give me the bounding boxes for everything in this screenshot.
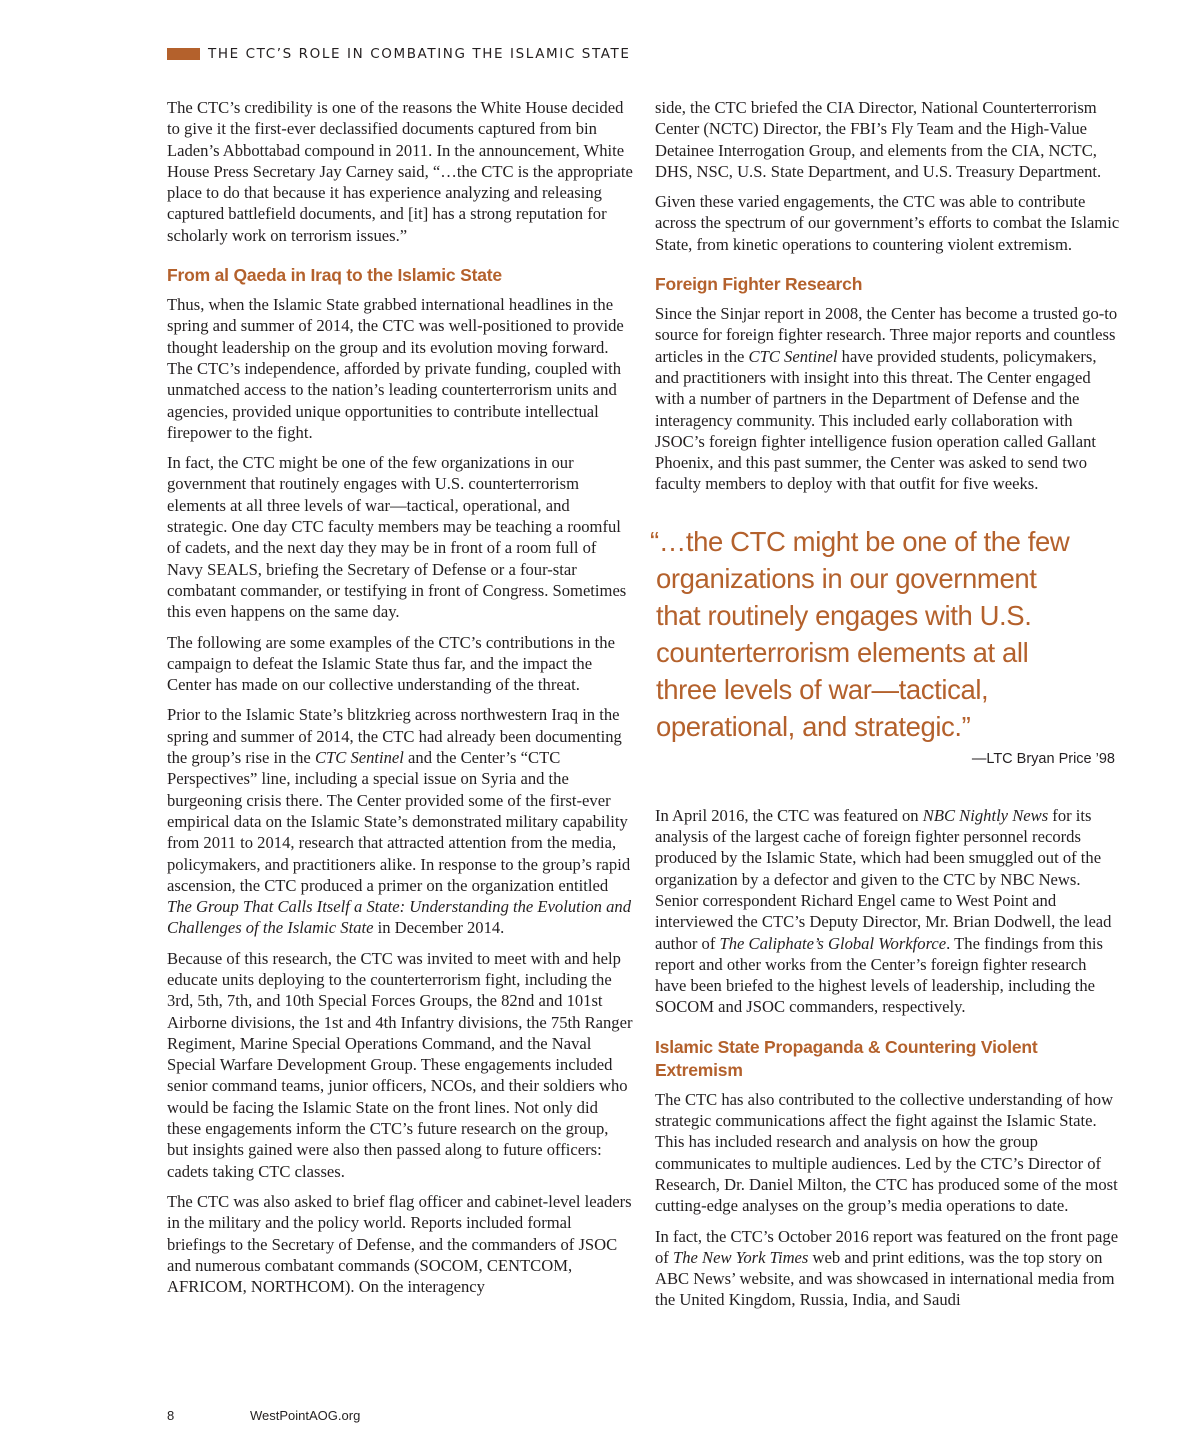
section-heading: Foreign Fighter Research bbox=[655, 274, 863, 295]
paragraph bbox=[655, 303, 1121, 495]
running-header bbox=[167, 46, 631, 62]
paragraph: In fact, the CTC might be one of the few organizations in our government that routinely engages with U.S. counterterrorism elements at all three levels of war—tactical, operational, and strategic. One day CTC faculty members may be teaching a roomful of cadets, and the next day they may be in front of a room full of Navy SEALS, briefing the Secretary of Defense or a four-star combatant commander, or testifying in front of Congress. Sometimes this even happens on the same day. bbox=[167, 453, 627, 622]
paragraph: The CTC has also contributed to the collective understanding of how strategic communications affect the fight against the Islamic State. This has included research and analysis on how the group communicates to multiple audiences. Led by the CTC’s Director of Research, Dr. Daniel Milton, the CTC has produced some of the most cutting-edge analyses on the group’s media operations to date. bbox=[655, 1089, 1118, 1216]
quote-attribution: —LTC Bryan Price ’98 bbox=[971, 750, 1115, 767]
pull-quote-line: operational, and strategic.” bbox=[656, 710, 971, 742]
pull-quote-line: organizations in our government bbox=[656, 562, 1037, 594]
pull-quote-line: that routinely engages with U.S. bbox=[656, 599, 1032, 631]
left-column bbox=[167, 97, 633, 1306]
paragraph bbox=[167, 704, 633, 938]
pull-quote bbox=[650, 523, 1121, 745]
paragraph: Because of this research, the CTC was invited to meet with and help educate units deploying to the counterterrorism fight, including the 3rd, 5th, 7th, and 10th Special Forces Groups, the 82nd and 101st Airborne divisions, the 1st and 4th Infantry divisions, the 75th Ranger Regiment, Marine Special Operations Command, and the Naval Special Warfare Development Group. These engagements included senior command teams, junior officers, NCOs, and their soldiers who would be facing the Islamic State on the front lines. Not only did these engagements inform the CTC’s future research on the group, but insights gained were also then passed along to future officers: cadets taking CTC classes. bbox=[167, 948, 633, 1181]
text-run: and the Center’s “CTC Perspectives” line, including a special issue on Syria and the burgeoning crisis there. The Center provided some of the first-ever empirical data on the Islamic State’s demonstrated military capability from 2011 to 2014, research that attracted attention from the media, policymakers, and practitioners alike. In response to the group’s rapid ascension, the CTC produced a primer on the organization entitled bbox=[167, 748, 631, 895]
pull-quote-line: “…the CTC might be one of the few bbox=[650, 525, 1070, 557]
text-run: Prior to the Islamic State’s blitzkrieg across northwestern Iraq in the spring and summer of 2014, the CTC had already been documenting the group’s rise in the bbox=[167, 705, 622, 768]
footer-website-link[interactable]: WestPointAOG.org bbox=[250, 1408, 361, 1423]
text-run: Since the Sinjar report in 2008, the Center has become a trusted go-to source for foreign fighter research. Three major reports and countless articles in the bbox=[655, 304, 1118, 366]
header-accent-bar bbox=[167, 48, 200, 60]
paragraph: Thus, when the Islamic State grabbed international headlines in the spring and summer of 2014, the CTC was well-positioned to provide thought leadership on the group and its evolution moving forward. The CTC’s independence, afforded by private funding, coupled with unmatched access to the nation’s leading counterterrorism units and agencies, provided unique opportunities to contribute intellectual firepower to the fight. bbox=[167, 295, 624, 442]
page-number: 8 bbox=[167, 1408, 175, 1423]
page-footer bbox=[167, 1408, 361, 1423]
publication-title: NBC Nightly News bbox=[922, 805, 1049, 825]
text-run: . The findings from this report and other works from the Center’s foreign fighter research have been briefed to the highest levels of leadership, including the SOCOM and JSOC commanders, respectively. bbox=[655, 933, 1104, 1017]
paragraph: Given these varied engagements, the CTC was able to contribute across the spectrum of our government’s efforts to combat the Islamic State, from kinetic operations to countering violent extremism. bbox=[655, 192, 1120, 254]
paragraph: The following are some examples of the CTC’s contributions in the campaign to defeat the Islamic State thus far, and the impact the Center has made on our collective understanding of the threat. bbox=[167, 632, 615, 695]
text-run: In fact, the CTC’s October 2016 report was featured on the front page of bbox=[655, 1226, 1119, 1267]
text-run: have provided students, policymakers, and practitioners with insight into this threat. The Center engaged with a number of partners in the Department of Defense and the interagency community. This included early collaboration with JSOC’s foreign fighter intelligence fusion operation called Gallant Phoenix, and this past summer, the Center was asked to send two faculty members to deploy with that outfit for five weeks. bbox=[655, 346, 1097, 494]
running-title: THE CTC’S ROLE IN COMBATING THE ISLAMIC STATE bbox=[208, 46, 631, 62]
text-run: in December 2014. bbox=[373, 918, 505, 938]
publication-title: The New York Times bbox=[672, 1247, 809, 1267]
publication-title: CTC Sentinel bbox=[748, 346, 838, 366]
text-run: web and print editions, was the top story on ABC News’ website, and was showcased in international media from the United Kingdom, Russia, India, and Saudi bbox=[655, 1247, 1115, 1310]
publication-title: The Caliphate’s Global Workforce bbox=[719, 933, 947, 953]
right-column bbox=[650, 97, 1121, 1320]
publication-title: CTC Sentinel bbox=[314, 748, 404, 768]
text-run: In April 2016, the CTC was featured on bbox=[655, 805, 923, 825]
pull-quote-line: counterterrorism elements at all bbox=[656, 636, 1029, 668]
paragraph: The CTC was also asked to brief flag officer and cabinet-level leaders in the military and the policy world. Reports included formal briefings to the Secretary of Defense, and the commanders of JSOC and numerous combatant commands (SOCOM, CENTCOM, AFRICOM, NORTHCOM). On the interagency bbox=[167, 1191, 632, 1297]
paragraph bbox=[655, 1226, 1121, 1311]
paragraph: side, the CTC briefed the CIA Director, National Counterterrorism Center (NCTC) Director, the FBI’s Fly Team and the High-Value Detainee Interrogation Group, and elements from the CIA, NCTC, DHS, NSC, U.S. State Department, and U.S. Treasury Department. bbox=[655, 98, 1102, 181]
paragraph bbox=[655, 805, 1121, 1018]
section-heading: Islamic State Propaganda & Countering Violent Extremism bbox=[655, 1036, 1038, 1080]
text-run: for its analysis of the largest cache of foreign fighter personnel records produced by the Islamic State, which had been smuggled out of the organization by a defector and given to the CTC by NBC News. Senior correspondent Richard Engel came to West Point and interviewed the CTC’s Deputy Director, Mr. Brian Dodwell, the lead author of bbox=[655, 805, 1112, 953]
paragraph: The CTC’s credibility is one of the reasons the White House decided to give it the first-ever declassified documents captured from bin Laden’s Abbottabad compound in 2011. In the announcement, White House Press Secretary Jay Carney said, “…the CTC is the appropriate place to do that because it has experience analyzing and releasing captured battlefield documents, and [it] has a strong reputation for scholarly work on terrorism issues.” bbox=[167, 98, 633, 245]
section-heading: From al Qaeda in Iraq to the Islamic State bbox=[167, 265, 502, 286]
publication-title: The Group That Calls Itself a State: Understanding the Evolution and Challenges of the Islamic State bbox=[167, 897, 631, 938]
pull-quote-line: three levels of war—tactical, bbox=[656, 673, 989, 705]
